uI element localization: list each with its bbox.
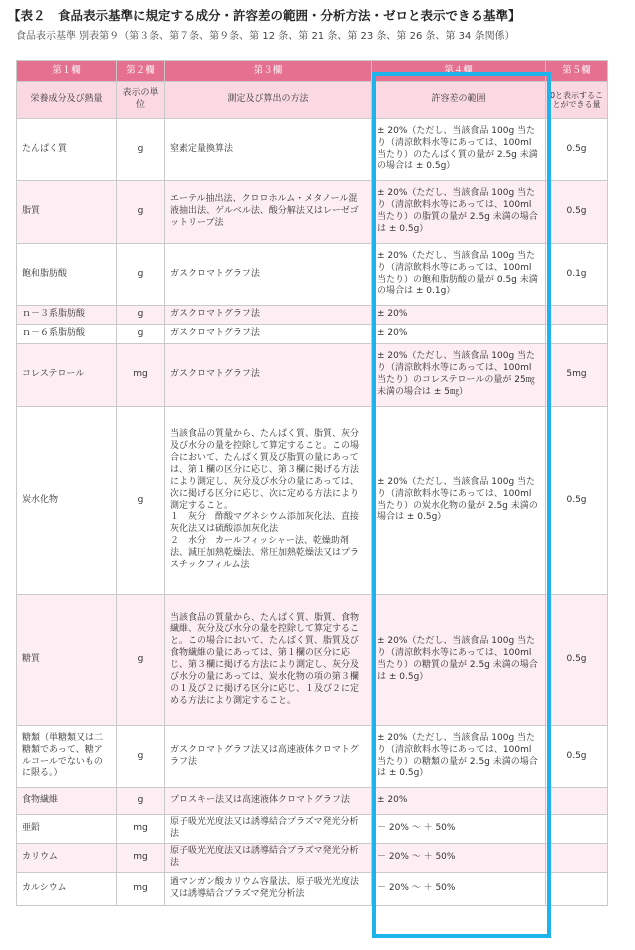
tolerance-cell: ± 20%（ただし、当該食品 100g 当たり（清涼飲料水等にあっては、100ml 当たり）のたんぱく質の量が 2.5g 未満の場合は ± 0.5g） — [372, 119, 546, 181]
tolerance-header: 許容差の範囲 — [372, 82, 546, 119]
unit-cell: g — [117, 244, 165, 306]
tolerance-cell: ± 20%（ただし、当該食品 100g 当たり（清涼飲料水等にあっては、100ml 当たり）の炭水化物の量が 2.5g 未満の場合は ± 0.5g） — [372, 407, 546, 595]
tolerance-cell: － 20% ～ ＋ 50% — [372, 872, 546, 905]
zero-threshold-header: 0と表示することができる量 — [546, 82, 608, 119]
table-row — [17, 407, 608, 595]
table-row — [17, 181, 608, 244]
table-row — [17, 595, 608, 726]
tolerance-cell: ± 20%（ただし、当該食品 100g 当たり（清涼飲料水等にあっては、100ml 当たり）の脂質の量が 2.5g 未満の場合は ± 0.5g） — [372, 181, 546, 244]
zero-threshold-cell: 0.5g — [546, 595, 608, 726]
table-row — [17, 726, 608, 788]
method-cell: ガスクロマトグラフ法 — [165, 306, 372, 325]
tolerance-cell: ± 20%（ただし、当該食品 100g 当たり（清涼飲料水等にあっては、100ml 当たり）の飽和脂肪酸の量が 0.5g 未満の場合は ± 0.1g） — [372, 244, 546, 306]
column-2-header: 第２欄 — [117, 61, 165, 82]
unit-cell: mg — [117, 843, 165, 872]
table-title: 【表２ 食品表示基準に規定する成分・許容差の範囲・分析方法・ゼロと表示できる基準】 — [8, 8, 521, 23]
method-cell: ガスクロマトグラフ法 — [165, 244, 372, 306]
method-cell: 窒素定量換算法 — [165, 119, 372, 181]
column-5-header: 第５欄 — [546, 61, 608, 82]
zero-threshold-cell: 0.5g — [546, 726, 608, 788]
nutrient-name-cell: 脂質 — [17, 181, 117, 244]
nutrient-name-cell: 食物繊維 — [17, 788, 117, 815]
method-cell: エーテル抽出法、クロロホルム・メタノール混液抽出法、ゲルベル法、酸分解法又はレーゼゴットリーブ法 — [165, 181, 372, 244]
method-cell: 原子吸光光度法又は誘導結合プラズマ発光分析法 — [165, 815, 372, 844]
nutrient-name-cell: ｎ－６系脂肪酸 — [17, 325, 117, 344]
unit-cell: g — [117, 306, 165, 325]
nutrient-name-cell: 飽和脂肪酸 — [17, 244, 117, 306]
nutrient-name-cell: ｎ－３系脂肪酸 — [17, 306, 117, 325]
unit-cell: mg — [117, 872, 165, 905]
zero-threshold-cell: 0.5g — [546, 119, 608, 181]
method-cell: ガスクロマトグラフ法又は高速液体クロマトグラフ法 — [165, 726, 372, 788]
unit-cell: g — [117, 119, 165, 181]
method-header: 測定及び算出の方法 — [165, 82, 372, 119]
nutrient-header: 栄養成分及び熱量 — [17, 82, 117, 119]
zero-threshold-cell — [546, 872, 608, 905]
zero-threshold-cell — [546, 306, 608, 325]
unit-cell: g — [117, 181, 165, 244]
table-subtitle: 食品表示基準 別表第９（第３条、第７条、第９条、第 12 条、第 21 条、第 23 条、第 26 条、第 34 条関係） — [16, 31, 515, 42]
tolerance-cell: ± 20% — [372, 306, 546, 325]
table-row — [17, 843, 608, 872]
zero-threshold-cell: 0.5g — [546, 181, 608, 244]
table-row — [17, 788, 608, 815]
tolerance-cell: ± 20%（ただし、当該食品 100g 当たり（清涼飲料水等にあっては、100ml 当たり）の糖質の量が 2.5g 未満の場合は ± 0.5g） — [372, 595, 546, 726]
nutrient-name-cell: 炭水化物 — [17, 407, 117, 595]
zero-threshold-cell — [546, 788, 608, 815]
unit-cell: g — [117, 726, 165, 788]
tolerance-cell: ± 20%（ただし、当該食品 100g 当たり（清涼飲料水等にあっては、100ml 当たり）の糖類の量が 2.5g 未満の場合は ± 0.5g） — [372, 726, 546, 788]
method-cell: 過マンガン酸カリウム容量法、原子吸光光度法又は誘導結合プラズマ発光分析法 — [165, 872, 372, 905]
table-row — [17, 344, 608, 407]
column-3-header: 第３欄 — [165, 61, 372, 82]
tolerance-cell: － 20% ～ ＋ 50% — [372, 815, 546, 844]
unit-cell: mg — [117, 815, 165, 844]
nutrient-name-cell: コレステロール — [17, 344, 117, 407]
zero-threshold-cell — [546, 815, 608, 844]
table-row — [17, 306, 608, 325]
nutrient-name-cell: カルシウム — [17, 872, 117, 905]
unit-cell: g — [117, 407, 165, 595]
unit-cell: g — [117, 788, 165, 815]
table-row — [17, 872, 608, 905]
column-4-header: 第４欄 — [372, 61, 546, 82]
tolerance-cell: ± 20% — [372, 788, 546, 815]
column-1-header: 第１欄 — [17, 61, 117, 82]
nutrition-standards-table — [16, 60, 608, 906]
method-cell: ガスクロマトグラフ法 — [165, 344, 372, 407]
zero-threshold-cell: 0.1g — [546, 244, 608, 306]
zero-threshold-cell — [546, 325, 608, 344]
zero-threshold-cell: 5mg — [546, 344, 608, 407]
zero-threshold-cell: 0.5g — [546, 407, 608, 595]
table-row — [17, 325, 608, 344]
table-row — [17, 244, 608, 306]
table-row — [17, 119, 608, 181]
tolerance-cell: ± 20% — [372, 325, 546, 344]
nutrient-name-cell: 糖類（単糖類又は二糖類であって、糖アルコールでないものに限る。） — [17, 726, 117, 788]
zero-threshold-cell — [546, 843, 608, 872]
nutrient-name-cell: たんぱく質 — [17, 119, 117, 181]
tolerance-cell: ± 20%（ただし、当該食品 100g 当たり（清涼飲料水等にあっては、100ml 当たり）のコレステロールの量が 25㎎未満の場合は ± 5㎎） — [372, 344, 546, 407]
method-cell: 原子吸光光度法又は誘導結合プラズマ発光分析法 — [165, 843, 372, 872]
nutrient-name-cell: 糖質 — [17, 595, 117, 726]
nutrient-name-cell: 亜鉛 — [17, 815, 117, 844]
method-cell: 当該食品の質量から、たんぱく質、脂質、食物繊維、灰分及び水分の量を控除して算定すること。この場合において、たんぱく質、脂質及び食物繊維の量にあっては、第１欄の区分に応じ、第３欄に掲げる方法により測定し、灰分及び水分の量にあっては、炭水化物の項の第３欄の１及び２に掲げる区分に応じ、１及び２に定める方法により測定すること。 — [165, 595, 372, 726]
column-title-row — [17, 82, 608, 119]
tolerance-cell: － 20% ～ ＋ 50% — [372, 843, 546, 872]
method-cell: プロスキー法又は高速液体クロマトグラフ法 — [165, 788, 372, 815]
nutrient-name-cell: カリウム — [17, 843, 117, 872]
method-cell: 当該食品の質量から、たんぱく質、脂質、灰分及び水分の量を控除して算定すること。この場合において、たんぱく質及び脂質の量にあっては、第１欄の区分に応じ、第３欄に掲げる方法により測定し、灰分及び水分の量にあっては、次に掲げる区分に応じ、次に定める方法により測定すること。 １ 灰分 酢酸マグネシウム添加灰化法、直接灰化法又は硫酸添加灰化法 ２ 水分 カールフィッシャー法、乾燥助剤法、減圧加熱乾燥法、常圧加熱乾燥法又はプラスチックフィルム法 — [165, 407, 372, 595]
unit-header: 表示の単位 — [117, 82, 165, 119]
unit-cell: g — [117, 325, 165, 344]
method-cell: ガスクロマトグラフ法 — [165, 325, 372, 344]
table-row — [17, 815, 608, 844]
unit-cell: mg — [117, 344, 165, 407]
unit-cell: g — [117, 595, 165, 726]
column-number-row — [17, 61, 608, 82]
